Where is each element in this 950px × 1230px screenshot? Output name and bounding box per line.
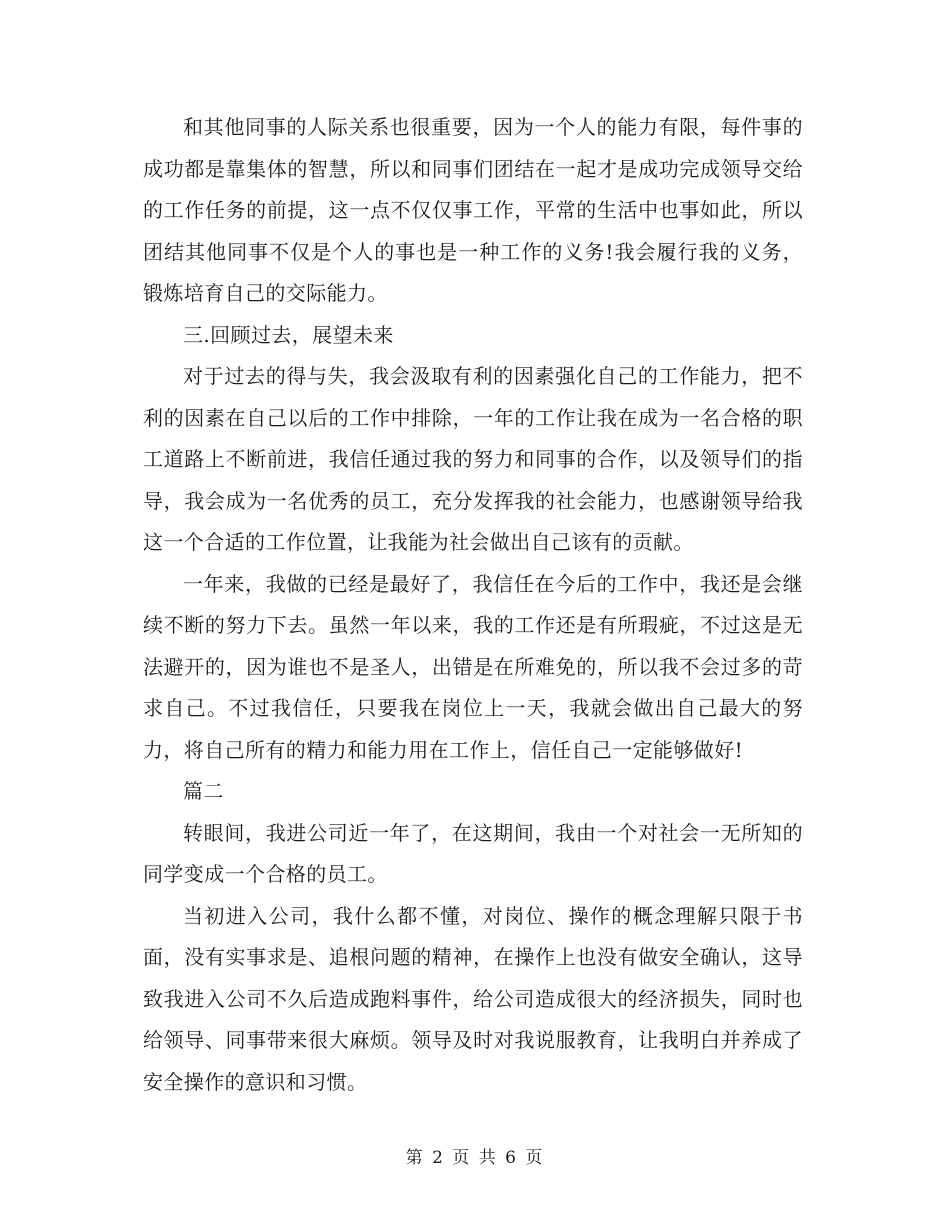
paragraph-initial-experience: 当初进入公司，我什么都不懂，对岗位、操作的概念理解只限于书面，没有实事求是、追根问题的精神，在操作上也没有做安全确认，这导致我进入公司不久后造成跑料事件，给公司造成很大的经济损失，同时也给领导、同事带来很大麻烦。领导及时对我说服教育，让我明白并养成了安全操作的意识和习惯。 bbox=[143, 903, 803, 1094]
document-body bbox=[143, 107, 803, 1103]
section-heading-review-future: 三.回顾过去，展望未来 bbox=[183, 322, 394, 347]
page-number-footer: 第 2 页 共 6 页 bbox=[405, 1148, 545, 1168]
paragraph-colleague-relations: 和其他同事的人际关系也很重要，因为一个人的能力有限，每件事的成功都是靠集体的智慧，所以和同事们团结在一起才是成功完成领导交给的工作任务的前提，这一点不仅仅事工作，平常的生活中也事如此，所以团结其他同事不仅是个人的事也是一种工作的义务!我会履行我的义务，锻炼培育自己的交际能力。 bbox=[143, 115, 803, 305]
section-heading-part-two: 篇二 bbox=[183, 779, 224, 803]
paragraph-gains-losses: 对于过去的得与失，我会汲取有利的因素强化自己的工作能力，把不利的因素在自己以后的工作中排除，一年的工作让我在成为一名合格的职工道路上不断前进，我信任通过我的努力和同事的合作，以及领导们的指导，我会成为一名优秀的员工，充分发挥我的社会能力，也感谢领导给我这一个合适的工作位置，让我能为社会做出自己该有的贡献。 bbox=[143, 364, 803, 554]
paragraph-year-summary: 一年来，我做的已经是最好了，我信任在今后的工作中，我还是会继续不断的努力下去。虽然一年以来，我的工作还是有所瑕疵，不过这是无法避开的，因为谁也不是圣人，出错是在所难免的，所以我不会过多的苛求自己。不过我信任，只要我在岗位上一天，我就会做出自己最大的努力，将自己所有的精力和能力用在工作上，信任自己一定能够做好! bbox=[143, 571, 803, 762]
paragraph-one-year-in-company: 转眼间，我进公司近一年了，在这期间，我由一个对社会一无所知的同学变成一个合格的员工。 bbox=[143, 820, 803, 886]
